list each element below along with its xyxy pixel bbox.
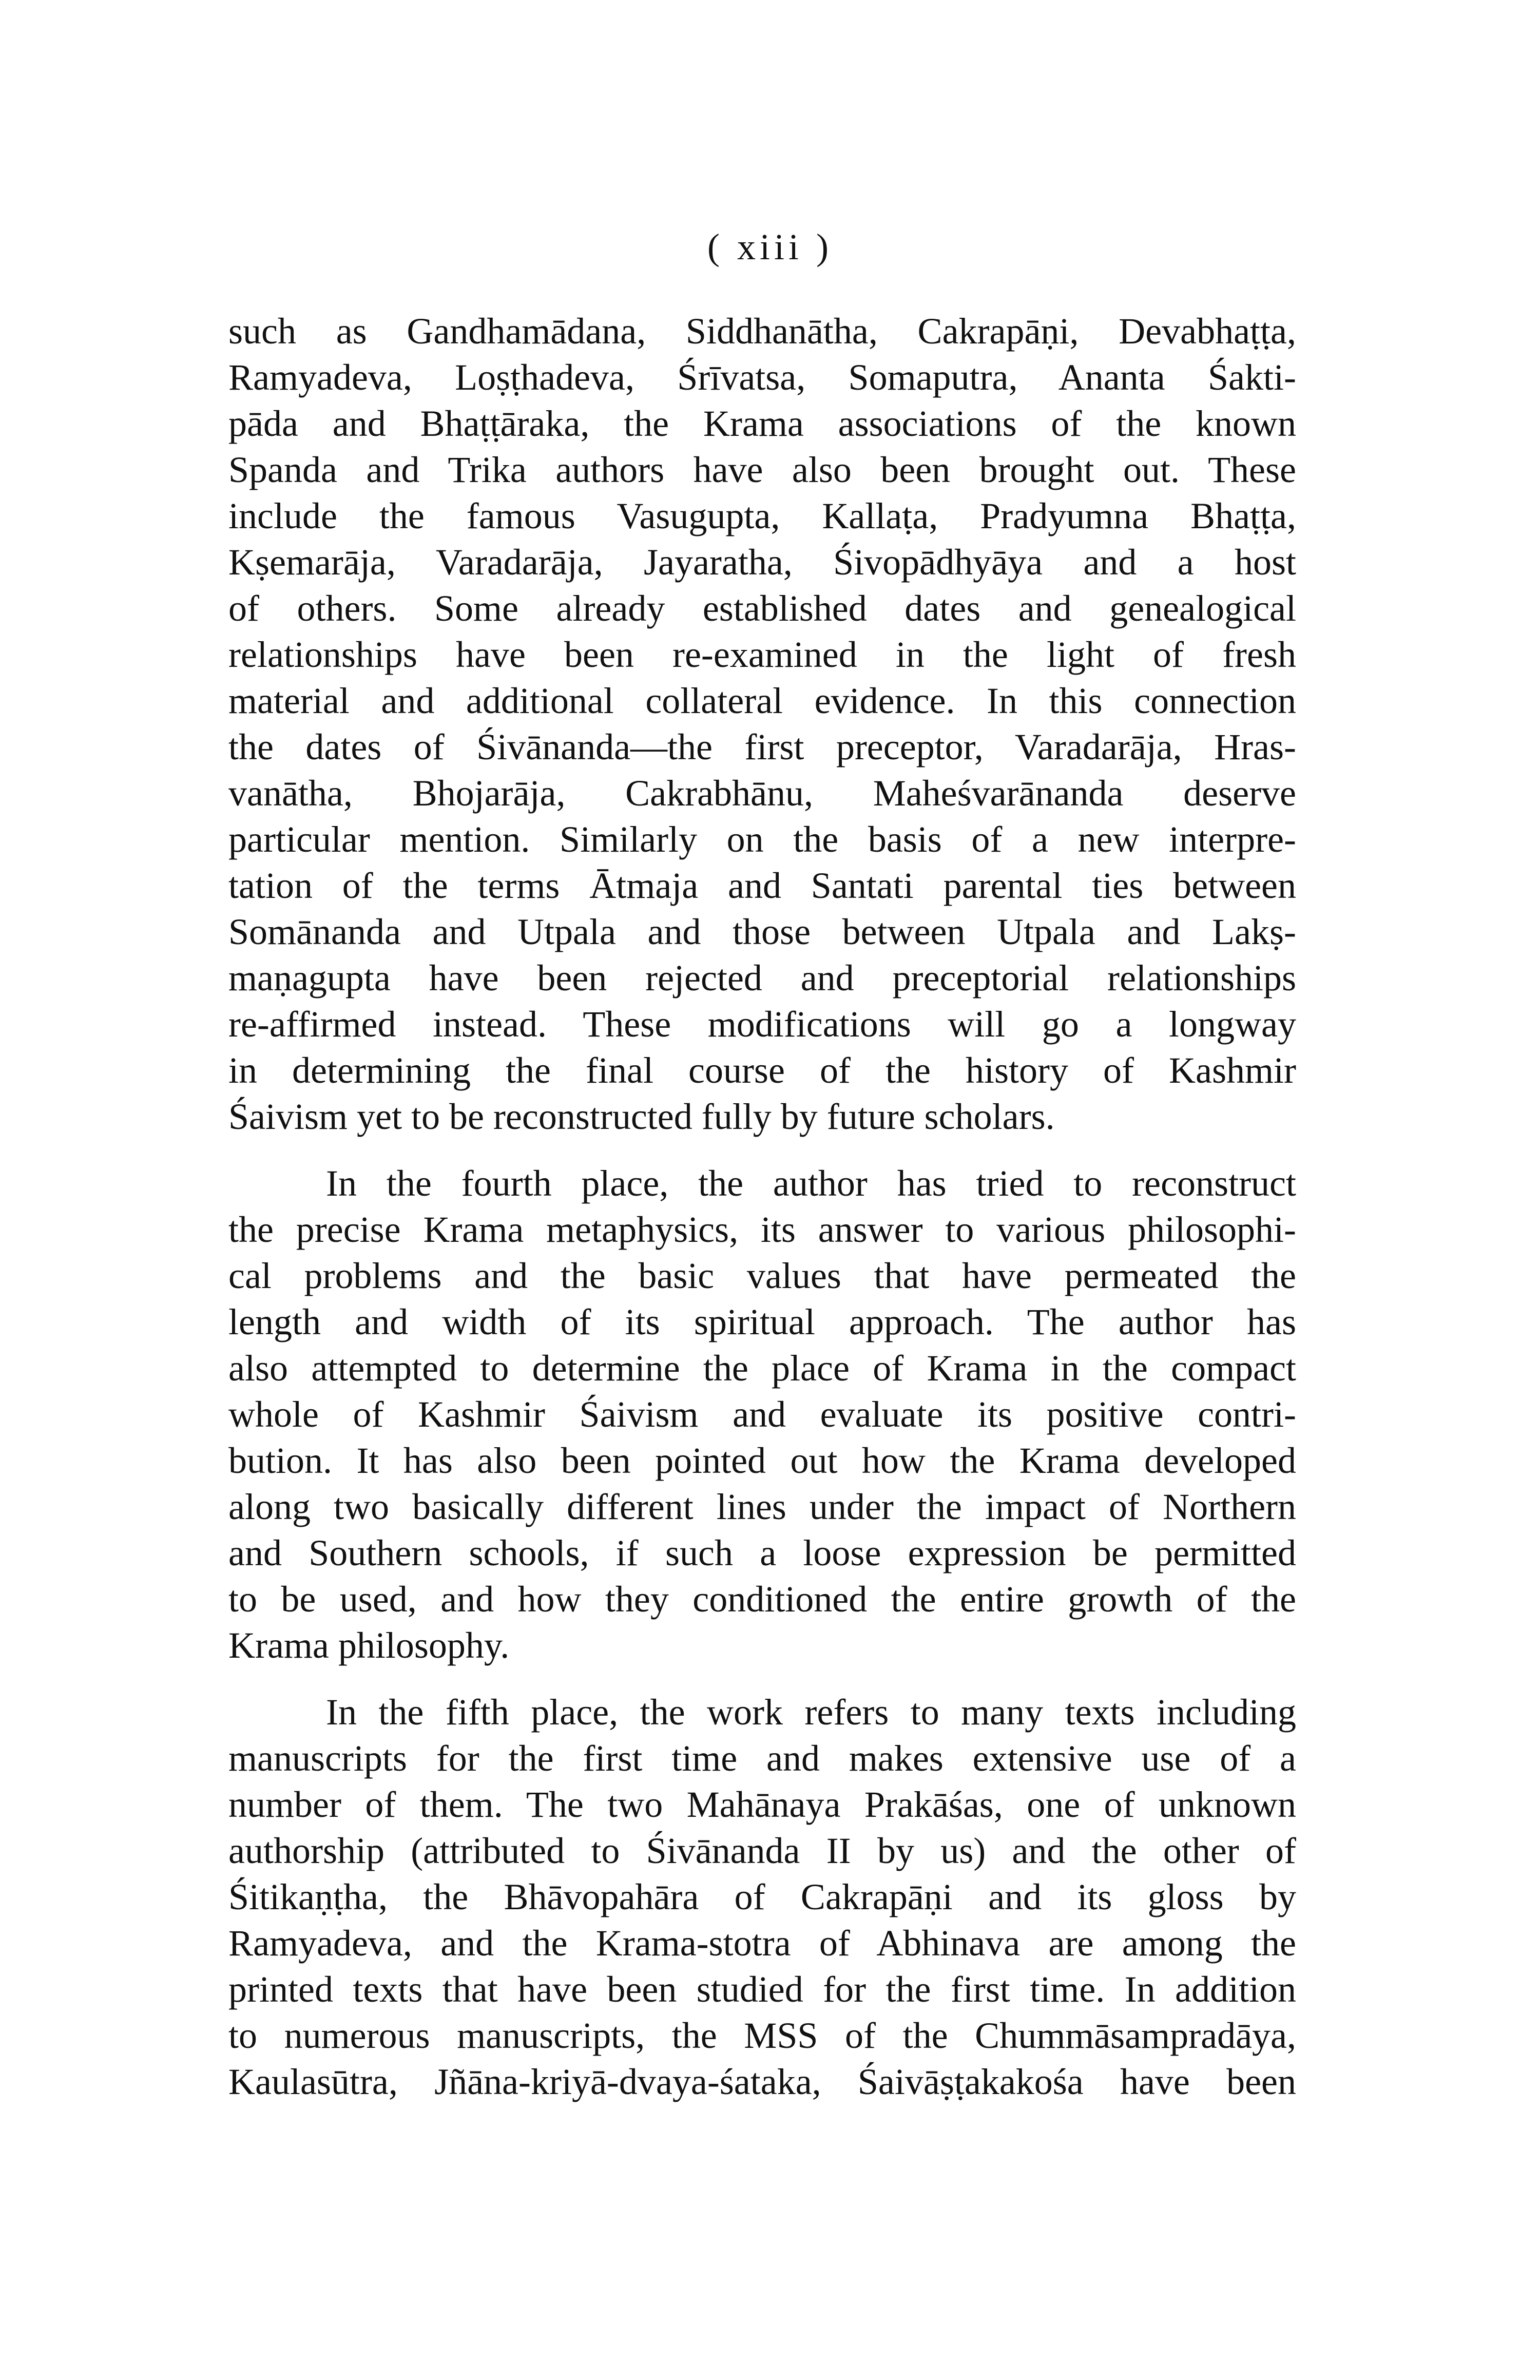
- text-line: Kṣemarāja, Varadarāja, Jayaratha, Śivopādhyāya and a host: [228, 542, 1296, 583]
- page-number: ( xiii ): [707, 226, 833, 267]
- text-line: also attempted to determine the place of Krama in the compact: [228, 1348, 1296, 1389]
- text-line: such as Gandhamādana, Siddhanātha, Cakrapāṇi, Devabhaṭṭa,: [228, 311, 1296, 352]
- text-line: Somānanda and Utpala and those between Utpala and Lakṣ-: [228, 911, 1296, 952]
- text-line: bution. It has also been pointed out how the Krama developed: [228, 1440, 1296, 1481]
- text-line: re-affirmed instead. These modifications will go a longway: [228, 1004, 1296, 1045]
- text-line: in determining the final course of the history of Kashmir: [228, 1050, 1296, 1091]
- paragraph-gap: [228, 1140, 1296, 1160]
- paragraph: [228, 308, 1296, 1140]
- text-line: number of them. The two Mahānaya Prakāśas, one of unknown: [228, 1784, 1296, 1825]
- text-line: manuscripts for the first time and makes extensive use of a: [228, 1738, 1296, 1779]
- text-line: Krama philosophy.: [228, 1625, 510, 1666]
- text-line: the dates of Śivānanda—the first preceptor, Varadarāja, Hras-: [228, 726, 1296, 767]
- text-line: to numerous manuscripts, the MSS of the Chummāsampradāya,: [228, 2015, 1296, 2056]
- text-line: to be used, and how they conditioned the entire growth of the: [228, 1579, 1296, 1620]
- text-line: vanātha, Bhojarāja, Cakrabhānu, Maheśvarānanda deserve: [228, 773, 1296, 814]
- text-line: Spanda and Trika authors have also been brought out. These: [228, 449, 1296, 490]
- text-line: Ramyadeva, Loṣṭhadeva, Śrīvatsa, Somaputra, Ananta Śakti-: [228, 357, 1296, 398]
- text-line: of others. Some already established dates and genealogical: [228, 588, 1296, 629]
- text-line: In the fourth place, the author has tried to reconstruct: [326, 1163, 1296, 1204]
- paragraph: [228, 1689, 1296, 2105]
- text-line: whole of Kashmir Śaivism and evaluate its positive contri-: [228, 1394, 1296, 1435]
- text-line: include the famous Vasugupta, Kallaṭa, Pradyumna Bhaṭṭa,: [228, 495, 1296, 536]
- text-line: Ramyadeva, and the Krama-stotra of Abhinava are among the: [228, 1923, 1296, 1964]
- text-line: pāda and Bhaṭṭāraka, the Krama associations of the known: [228, 403, 1296, 444]
- text-line: length and width of its spiritual approach. The author has: [228, 1301, 1296, 1342]
- text-line: In the fifth place, the work refers to many texts including: [326, 1692, 1296, 1733]
- paragraph-gap: [228, 1668, 1296, 1689]
- text-line: relationships have been re-examined in the light of fresh: [228, 634, 1296, 675]
- text-line: along two basically different lines under the impact of Northern: [228, 1486, 1296, 1527]
- text-line: particular mention. Similarly on the basis of a new interpre-: [228, 819, 1296, 860]
- text-line: Kaulasūtra, Jñāna-kriyā-dvaya-śataka, Śaivāṣṭakakośa have been: [228, 2061, 1296, 2102]
- text-line: Śitikaṇṭha, the Bhāvopahāra of Cakrapāṇi and its gloss by: [228, 1876, 1296, 1917]
- text-line: tation of the terms Ātmaja and Santati parental ties between: [228, 865, 1296, 906]
- text-line: cal problems and the basic values that have permeated the: [228, 1255, 1296, 1296]
- text-line: maṇagupta have been rejected and preceptorial relationships: [228, 957, 1296, 999]
- text-line: printed texts that have been studied for the first time. In addition: [228, 1969, 1296, 2010]
- text-line: material and additional collateral evidence. In this connection: [228, 680, 1296, 721]
- text-line: and Southern schools, if such a loose expression be permitted: [228, 1532, 1296, 1573]
- paragraph: [228, 1160, 1296, 1668]
- text-line: the precise Krama metaphysics, its answer to various philosophi-: [228, 1209, 1296, 1250]
- text-line: authorship (attributed to Śivānanda II by us) and the other of: [228, 1830, 1296, 1871]
- text-line: Śaivism yet to be reconstructed fully by future scholars.: [228, 1096, 1055, 1137]
- body-text: [228, 308, 1296, 2105]
